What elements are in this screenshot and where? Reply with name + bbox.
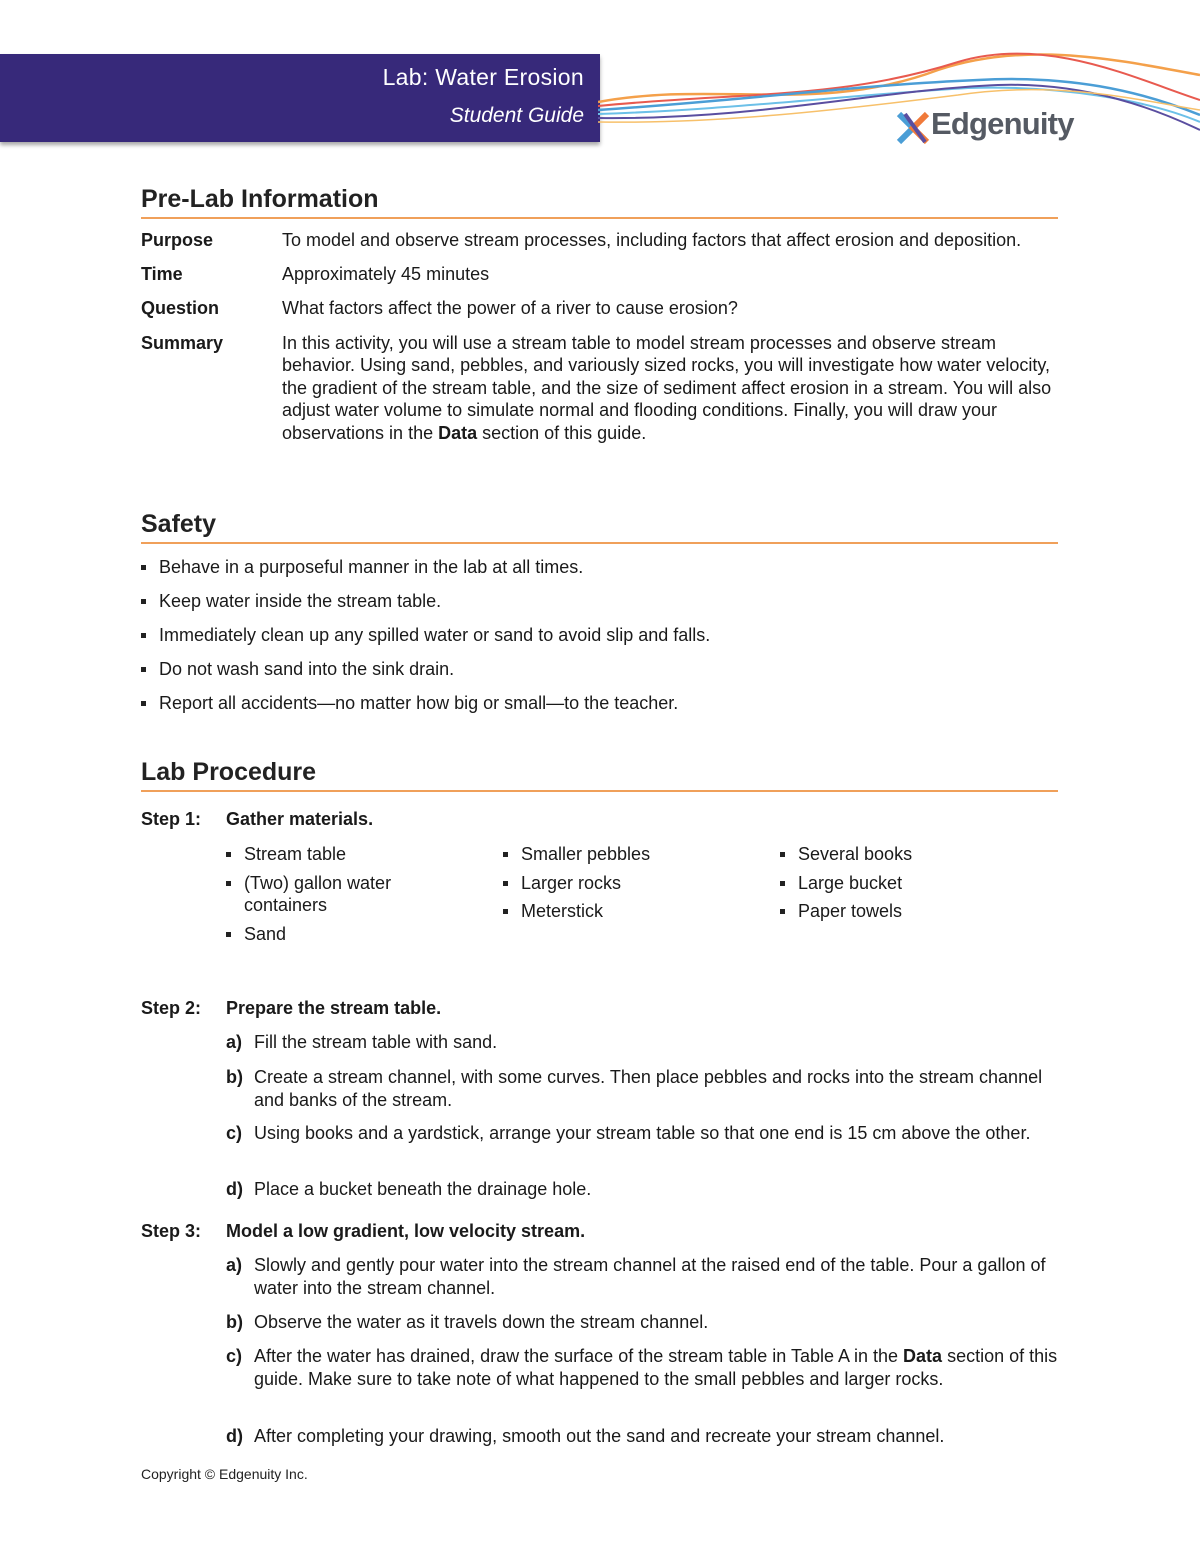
lab-title: Lab: Water Erosion	[382, 64, 584, 90]
materials-column-3	[780, 843, 1010, 929]
list-item: Do not wash sand into the sink drain.	[141, 658, 1058, 680]
step-2-item-b: b) Create a stream channel, with some curves. Then place pebbles and rocks into the stream channel and banks of the stream.	[226, 1067, 1043, 1110]
safety-list	[141, 556, 1058, 714]
step-3-item-c: c) After the water has drained, draw the surface of the stream table in Table A in the Data section of this guide. Make sure to take note of what happened to the small pebbles and larger rocks.	[226, 1346, 1058, 1389]
prelab-heading: Pre-Lab Information	[141, 185, 1058, 219]
materials-column-1	[226, 843, 426, 951]
list-item: Behave in a purposeful manner in the lab at all times.	[141, 556, 1058, 578]
prelab-row-time: Time Approximately 45 minutes	[141, 263, 490, 284]
step-2-number: Step 2:	[141, 998, 202, 1018]
edgenuity-logo	[895, 104, 1074, 148]
step-2-item-a: a) Fill the stream table with sand.	[226, 1032, 498, 1052]
materials-column-2	[503, 843, 733, 929]
step-2-title: Prepare the stream table.	[226, 998, 442, 1018]
list-item: Large bucket	[780, 872, 1010, 895]
step-3-item-b: b) Observe the water as it travels down the stream channel.	[226, 1312, 709, 1332]
prelab-row-summary: Summary In this activity, you will use a stream table to model stream processes and observe stream behavior. Using sand, pebbles, and variously sized rocks, you will investigate how water velocity, the gradient of the stream table, and the size of sediment affect erosion in a stream. You will also adjust water volume to simulate normal and flooding conditions. Finally, you will draw your observations in the Data section of this guide.	[141, 332, 1052, 443]
list-item: Report all accidents—no matter how big or small—to the teacher.	[141, 692, 1058, 714]
step-3-title: Model a low gradient, low velocity stream.	[226, 1221, 586, 1241]
safety-heading: Safety	[141, 510, 1058, 544]
procedure-section	[141, 758, 1058, 792]
step-2	[141, 998, 1058, 1208]
prelab-section	[141, 185, 1058, 219]
prelab-row-question: Question What factors affect the power of a river to cause erosion?	[141, 298, 738, 318]
list-item: Paper towels	[780, 900, 1010, 923]
step-3	[141, 1221, 1058, 1451]
step-2-item-d: d) Place a bucket beneath the drainage hole.	[226, 1179, 592, 1199]
list-item: Immediately clean up any spilled water or sand to avoid slip and falls.	[141, 624, 1058, 646]
list-item: (Two) gallon water containers	[226, 872, 419, 917]
list-item: Sand	[226, 923, 426, 946]
list-item: Meterstick	[503, 900, 733, 923]
list-item: Smaller pebbles	[503, 843, 733, 866]
step-1	[141, 809, 1058, 949]
copyright-footer: Copyright © Edgenuity Inc.	[141, 1466, 308, 1482]
step-1-number: Step 1:	[141, 809, 202, 829]
step-3-number: Step 3:	[141, 1221, 202, 1241]
procedure-heading: Lab Procedure	[141, 758, 1058, 792]
list-item: Stream table	[226, 843, 426, 866]
list-item: Larger rocks	[503, 872, 733, 895]
header-banner	[0, 54, 600, 142]
step-1-title: Gather materials.	[226, 809, 374, 829]
list-item: Several books	[780, 843, 1010, 866]
logo-wordmark: Edgenuity	[931, 106, 1074, 141]
lab-subtitle: Student Guide	[449, 104, 584, 127]
step-3-item-d: d) After completing your drawing, smooth out the sand and recreate your stream channel.	[226, 1426, 945, 1446]
prelab-row-purpose: Purpose To model and observe stream processes, including factors that affect erosion and deposition.	[141, 230, 1022, 250]
prelab-table	[141, 229, 1058, 444]
step-3-item-a: a) Slowly and gently pour water into the stream channel at the raised end of the table. Pour a gallon of water into the stream channel.	[226, 1255, 1046, 1298]
safety-section	[141, 510, 1058, 544]
list-item: Keep water inside the stream table.	[141, 590, 1058, 612]
step-2-item-c: c) Using books and a yardstick, arrange your stream table so that one end is 15 cm above the other.	[226, 1123, 1031, 1143]
